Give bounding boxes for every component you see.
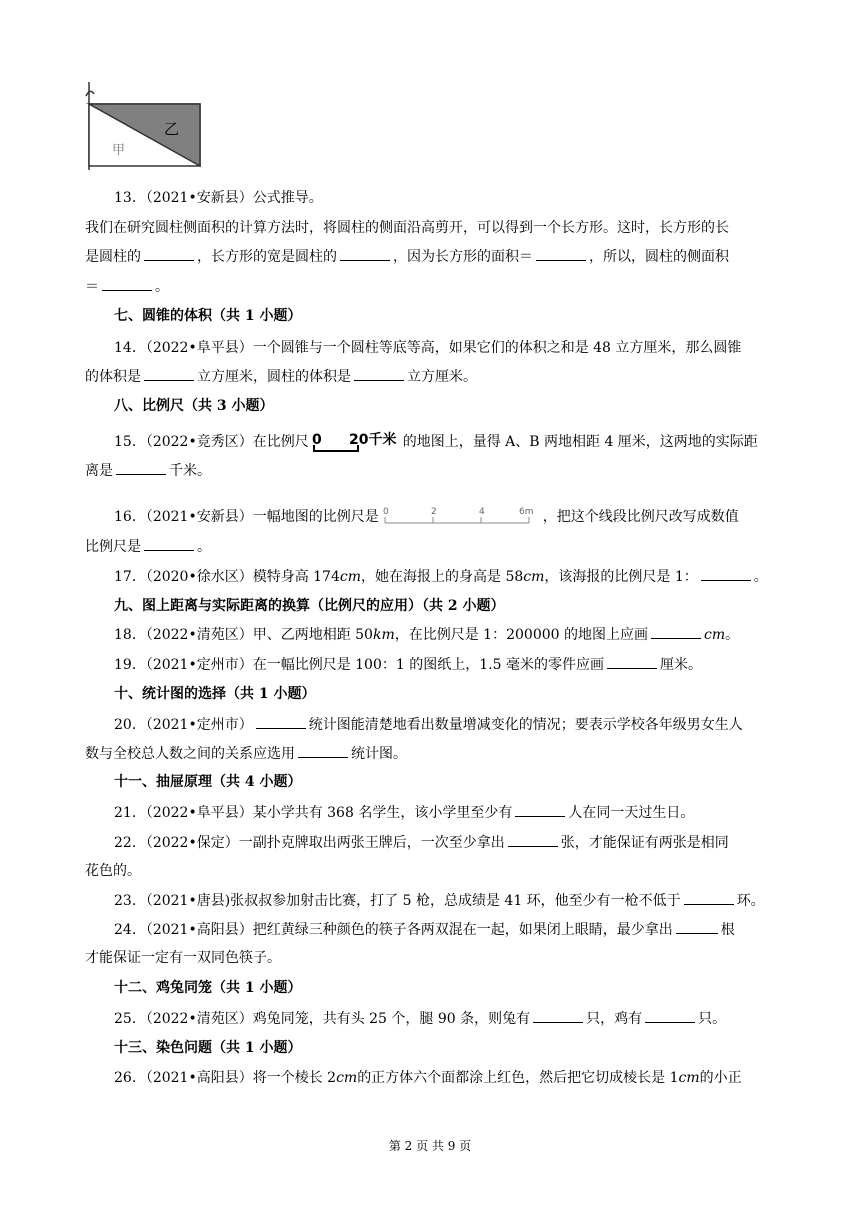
section-heading-12: 十二、鸡兔同笼（共 1 小题） <box>114 980 302 996</box>
q17-line: 17．（2020•徐水区）模特身高 174cm，她在海报上的身高是 58cm，该海报的比例尺是 1： 。 <box>114 566 768 587</box>
label-jia: 甲 <box>112 143 126 158</box>
page-footer: 第 2 页 共 9 页 <box>388 1139 472 1153</box>
q15-line2: 离是 千米。 <box>85 460 211 481</box>
section-heading-11: 十一、抽屉原理（共 4 小题） <box>114 774 302 790</box>
section-heading-9: 九、图上距离与实际距离的换算（比例尺的应用）（共 2 小题） <box>114 598 505 614</box>
answer-blank[interactable] <box>144 536 194 551</box>
answer-blank[interactable] <box>651 624 701 639</box>
q15-line1: 15．（2022•竞秀区）在比例尺 0 20千米 的地图上，量得 A、B 两地相距 4 厘米，这两地的实际距 <box>114 430 758 454</box>
svg-text:0: 0 <box>311 432 322 448</box>
q16-line1: 16．（2021•安新县）一幅地图的比例尺是 0 2 4 6m ，把这个线段比例尺改写成数值 <box>114 505 739 529</box>
line-segment-scale-figure <box>381 505 541 529</box>
answer-blank[interactable] <box>102 276 152 291</box>
svg-text:4: 4 <box>478 507 485 517</box>
answer-blank[interactable] <box>144 366 194 381</box>
q13-line3: ＝ 。 <box>85 276 169 297</box>
scale-bar-figure <box>310 430 402 454</box>
q21-line: 21．（2022•阜平县）某小学共有 368 名学生，该小学里至少有 人在同一天过生日。 <box>114 802 694 823</box>
q22-line2: 花色的。 <box>85 863 141 879</box>
q13-head: 13．（2021•安新县）公式推导。 <box>114 190 323 206</box>
answer-blank[interactable] <box>508 832 558 847</box>
q19-line: 19．（2021•定州市）在一幅比例尺是 100：1 的图纸上，1.5 毫米的零件应画 厘米。 <box>114 654 702 675</box>
answer-blank[interactable] <box>144 246 194 261</box>
answer-blank[interactable] <box>684 890 734 905</box>
q18-line: 18．（2022•清苑区）甲、乙两地相距 50km，在比例尺是 1：200000 的地图上应画 cm。 <box>114 624 739 645</box>
answer-blank[interactable] <box>340 246 390 261</box>
svg-text:0: 0 <box>382 507 389 517</box>
q13-line2: 是圆柱的 ，长方形的宽是圆柱的 ，因为长方形的面积＝ ，所以，圆柱的侧面积 <box>85 246 729 267</box>
q24-line2: 才能保证一定有一双同色筷子。 <box>85 950 281 966</box>
section-heading-13: 十三、染色问题（共 1 小题） <box>114 1040 302 1056</box>
section-heading-7: 七、圆锥的体积（共 1 小题） <box>114 308 302 324</box>
section-heading-8: 八、比例尺（共 3 小题） <box>114 398 274 414</box>
answer-blank[interactable] <box>607 654 657 669</box>
svg-text:2: 2 <box>430 507 437 517</box>
q23-line: 23．（2021•唐县)张叔叔参加射击比赛，打了 5 枪，总成绩是 41 环，他至少有一枪不低于 环。 <box>114 890 765 911</box>
answer-blank[interactable] <box>536 246 586 261</box>
q22-line1: 22．（2022•保定）一副扑克牌取出两张王牌后，一次至少拿出 张，才能保证有两张是相同 <box>114 832 729 853</box>
answer-blank[interactable] <box>354 366 404 381</box>
answer-blank[interactable] <box>298 743 348 758</box>
q25-line: 25．（2022•清苑区）鸡兔同笼，共有头 25 个，腿 90 条，则兔有 只，鸡有 只。 <box>114 1008 726 1029</box>
q13-line1: 我们在研究圆柱侧面积的计算方法时，将圆柱的侧面沿高剪开，可以得到一个长方形。这时，长方形的长 <box>85 220 729 236</box>
q20-line2: 数与全校总人数之间的关系应选用 统计图。 <box>85 743 407 764</box>
q24-line1: 24．（2021•高阳县）把红黄绿三种颜色的筷子各两双混在一起，如果闭上眼睛，最少拿出 根 <box>114 919 735 940</box>
answer-blank[interactable] <box>116 460 166 475</box>
label-yi: 乙 <box>164 120 180 138</box>
svg-text:20千米: 20千米 <box>348 432 397 448</box>
answer-blank[interactable] <box>533 1008 583 1023</box>
answer-blank[interactable] <box>645 1008 695 1023</box>
rectangle-diagonal-figure <box>84 82 204 172</box>
q16-line2: 比例尺是 。 <box>85 536 211 557</box>
answer-blank[interactable] <box>676 919 718 934</box>
answer-blank[interactable] <box>515 802 565 817</box>
q26-line: 26．（2021•高阳县）将一个棱长 2cm的正方体六个面都涂上红色，然后把它切成棱长是 1cm的小正 <box>114 1070 742 1086</box>
answer-blank[interactable] <box>701 566 751 581</box>
q14-line1: 14．（2022•阜平县）一个圆锥与一个圆柱等底等高，如果它们的体积之和是 48 立方厘米，那么圆锥 <box>114 340 742 356</box>
q14-line2: 的体积是 立方厘米，圆柱的体积是 立方厘米。 <box>85 366 477 387</box>
svg-text:6m: 6m <box>518 507 534 517</box>
q20-line1: 20．（2021•定州市） 统计图能清楚地看出数量增减变化的情况；要表示学校各年级男女生人 <box>114 714 743 735</box>
answer-blank[interactable] <box>256 714 306 729</box>
section-heading-10: 十、统计图的选择（共 1 小题） <box>114 686 316 702</box>
